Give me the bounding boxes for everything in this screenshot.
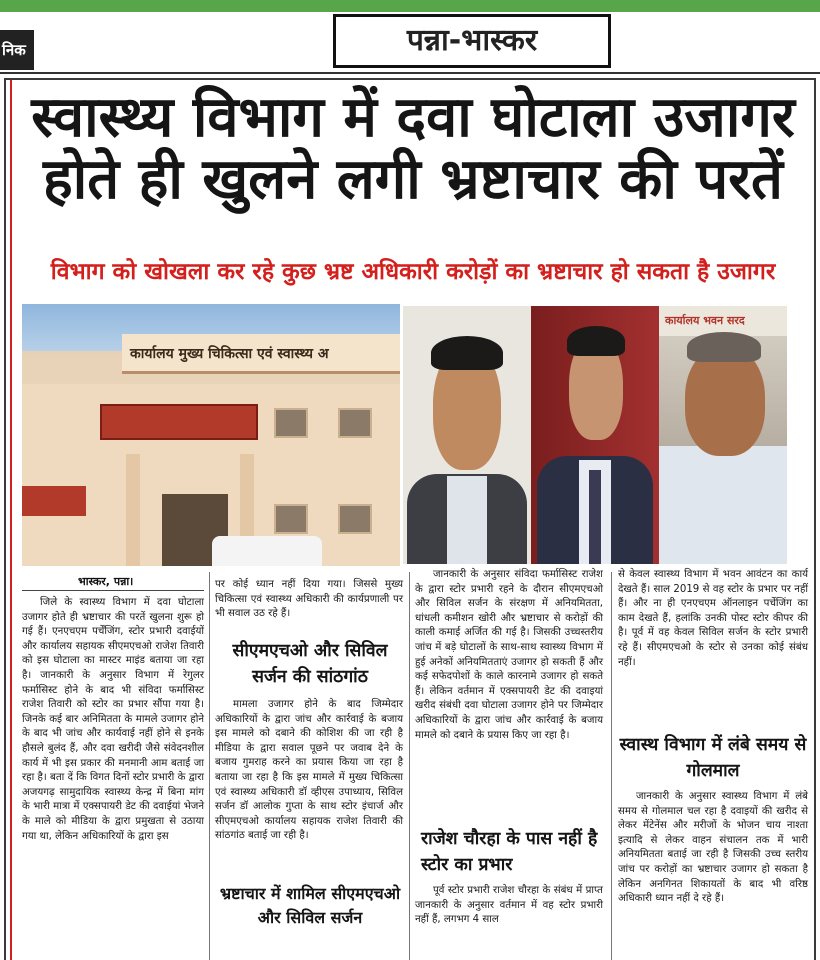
- side-board: [22, 486, 86, 516]
- tie: [589, 470, 601, 564]
- article-column-1: [22, 596, 204, 844]
- office-building-photo: [22, 304, 400, 566]
- column-divider: [611, 572, 612, 960]
- column-divider: [409, 572, 410, 960]
- paragraph: जानकारी के अनुसार स्वास्थ्य विभाग में लंबे समय से गोलमाल चल रहा है दवाइयों की खरीद से लेकर मेंटेनेंस और मरीजों के भोजन चाय नाश्ता इत्यादि से लेकर वाहन संचालन तक में भारी अनियमितता बताई जा रही है जिसकी उच्च स्तरीय जांच पर करोड़ों का भ्रष्टाचार उजागर हो सकता है लेकिन अनगिनत शिकायतों के बाद भी वरिष्ठ अधिकारी ध्यान नहीं दे रहे हैं।: [618, 791, 808, 905]
- face: [685, 346, 765, 456]
- article-column-2: [215, 578, 403, 622]
- section-heading: भ्रष्टाचार में शामिल सीएमएचओ और सिविल सर्जन: [219, 884, 401, 927]
- masthead-divider: [0, 72, 820, 74]
- section-heading: सीएमएचओ और सिविल सर्जन की सांठगांठ: [232, 641, 388, 687]
- article-column-4-body: [618, 790, 808, 907]
- building-window: [338, 408, 372, 438]
- background-sign: कार्यालय भवन सरद: [659, 306, 787, 336]
- portrait-photo-2: [531, 306, 659, 564]
- paragraph: जानकारी के अनुसार संविदा फर्मासिस्ट राजेश के द्वारा स्टोर प्रभारी रहने के दौरान सीएमएचओ और सिविल सर्जन के संरक्षण में अनियमितता, धांधली कमीशन खोरी और भ्रष्टाचार से करोड़ों की काली कमाई अर्जित की गई है। जिसकी उच्चस्तरीय जांच में बड़े घोटालों के साथ-साथ स्वास्थ्य विभाग में हुई अनेकों अनियमितताएं उजागर हो सकती हैं और कई सफेदपोशों के काले कारनामे उजागर हो सकते हैं। लेकिन वर्तमान में एक्सपायरी डेट की दवाइयां खरीद संबंधी दवा घोटाला उजागर होने पर जिम्मेदार अधिकारियों के द्वारा जांच और कार्रवाई के बजाय मामले को दबाने के प्रयास किए जा रहा है।: [415, 569, 603, 741]
- masthead-bar: [0, 0, 820, 72]
- left-red-rule: [10, 80, 12, 960]
- byline: भास्कर, पन्ना।: [22, 574, 204, 591]
- article-column-2-body: [215, 698, 403, 844]
- section-heading: राजेश चौरहा के पास नहीं है स्टोर का प्रभार: [421, 829, 598, 875]
- portrait-photo-3: [659, 306, 787, 564]
- hair: [567, 326, 625, 356]
- newspaper-masthead: [333, 14, 611, 68]
- shirt: [447, 476, 487, 564]
- section-heading: स्वास्थ विभाग में लंबे समय से गोलमाल: [619, 735, 807, 781]
- headline-line-1: स्वास्थ्य विभाग में दवा घोटाला उजागर: [31, 84, 795, 150]
- building-window: [338, 504, 372, 534]
- paragraph: जिले के स्वास्थ्य विभाग में दवा घोटाला उजागर होते ही भ्रष्टाचार की परतें खुलना शुरू हो गई हैं। एनएचएम पर्चेंजिंग, स्टोर प्रभारी दवाईयों और कार्यालय सहायक सीएमएचओ राजेश तिवारी को इस घोटाला का मास्टर माइंड बताया जा रहा है। जानकारी के अनुसार विभाग में रेगुलर फर्मासिस्ट होने के बाद भी संविदा फर्मासिस्ट राजेश तिवारी को स्टोर का प्रभार सौंपा गया है। जिनके कई बार अनिमितता के मामले उजागर होने के बाद भी जांच और कार्यवाई नहीं होने से इनके हौसले बुलंद हैं, और दवा खरीदी जैसे संवेदनशील कार्य में भी इस प्रकार की मनमानी आम बताई जा रहा है। बता दें कि विगत दिनों स्टोर प्रभारी के द्वारा अजयगढ़ सामुदायिक स्वास्थ्य केन्द्र में बिना मांग के भारी मात्रा में एक्सपायरी डेट की दवाईयां भेजने के माले को मीडिया के द्वारा प्रमुखता से उठाया गया था, लेकिन अधिकारियों के द्वारा इस: [22, 597, 204, 842]
- building-pillar: [126, 454, 140, 566]
- portrait-photo-1: [403, 306, 531, 564]
- masthead-title: पन्ना-भास्कर: [406, 23, 538, 58]
- column-divider: [209, 572, 210, 960]
- building-window: [274, 504, 308, 534]
- section-tab: निक: [0, 30, 34, 70]
- paragraph: पर कोई ध्यान नहीं दिया गया। जिससे मुख्य चिकित्सा एवं स्वास्थ्य अधिकारी की कार्यप्रणाली पर भी सवाल उठ रहे हैं।: [215, 579, 403, 620]
- article-column-3: [415, 568, 603, 743]
- office-name-board: [100, 404, 258, 440]
- hair: [431, 336, 503, 370]
- hair: [687, 332, 761, 362]
- building-window: [274, 408, 308, 438]
- green-strip: [0, 0, 820, 12]
- article-column-4: [618, 568, 808, 670]
- sub-headline: विभाग को खोखला कर रहे कुछ भ्रष्ट अधिकारी करोड़ों का भ्रष्टाचार हो सकता है उजागर: [50, 259, 776, 285]
- paragraph: पूर्व स्टोर प्रभारी राजेश चौरहा के संबंध में प्राप्त जानकारी के अनुसार वर्तमान में वह स्टोर प्रभारी नहीं हैं, लगभग 4 साल: [415, 885, 603, 926]
- paragraph: से केवल स्वास्थ्य विभाग में भवन आवंटन का कार्य देखते हैं। साल 2019 से वह स्टोर के प्रभार पर नहीं हैं। और ना ही एनएचएम ऑनलाइन पर्चेजिंग का काम देखते हैं, हलांकि उनकी पोस्ट स्टोर कीपर की है। पूर्व में वह केवल सिविल सर्जन के स्टोर प्रभारी रहे हैं। सीएमएचओ के स्टोर से उनका कोई संबंध नहीं।: [618, 569, 808, 668]
- article-column-3-body: [415, 884, 603, 928]
- building-sign: कार्यालय मुख्य चिकित्सा एवं स्वास्थ्य अ: [122, 334, 400, 374]
- paragraph: मामला उजागर होने के बाद जिम्मेदार अधिकारियों के द्वारा जांच और कार्रवाई के बजाय इस मामले को दबाने की कोशिश की जा रही है मीडिया के द्वारा सवाल पूछने पर जवाब देने के बजाय गुमराह करने का प्रयास किया जा रहा है बताया जा रहा है कि इस मामले में मुख्य चिकित्सा एवं स्वास्थ्य अधिकारी डॉ व्हीएस उपाध्याय, सिविल सर्जन डॉ आलोक गुप्ता के साथ स्टोर इंचार्ज और सीएमएचओ कार्यालय सहायक राजेश तिवारी की सांठगांठ बताई जा रही है।: [215, 699, 403, 842]
- main-headline: [18, 86, 808, 210]
- shirt: [659, 446, 787, 564]
- headline-line-2: होते ही खुलने लगी भ्रष्टाचार की परतें: [43, 146, 783, 212]
- parked-car: [212, 536, 322, 566]
